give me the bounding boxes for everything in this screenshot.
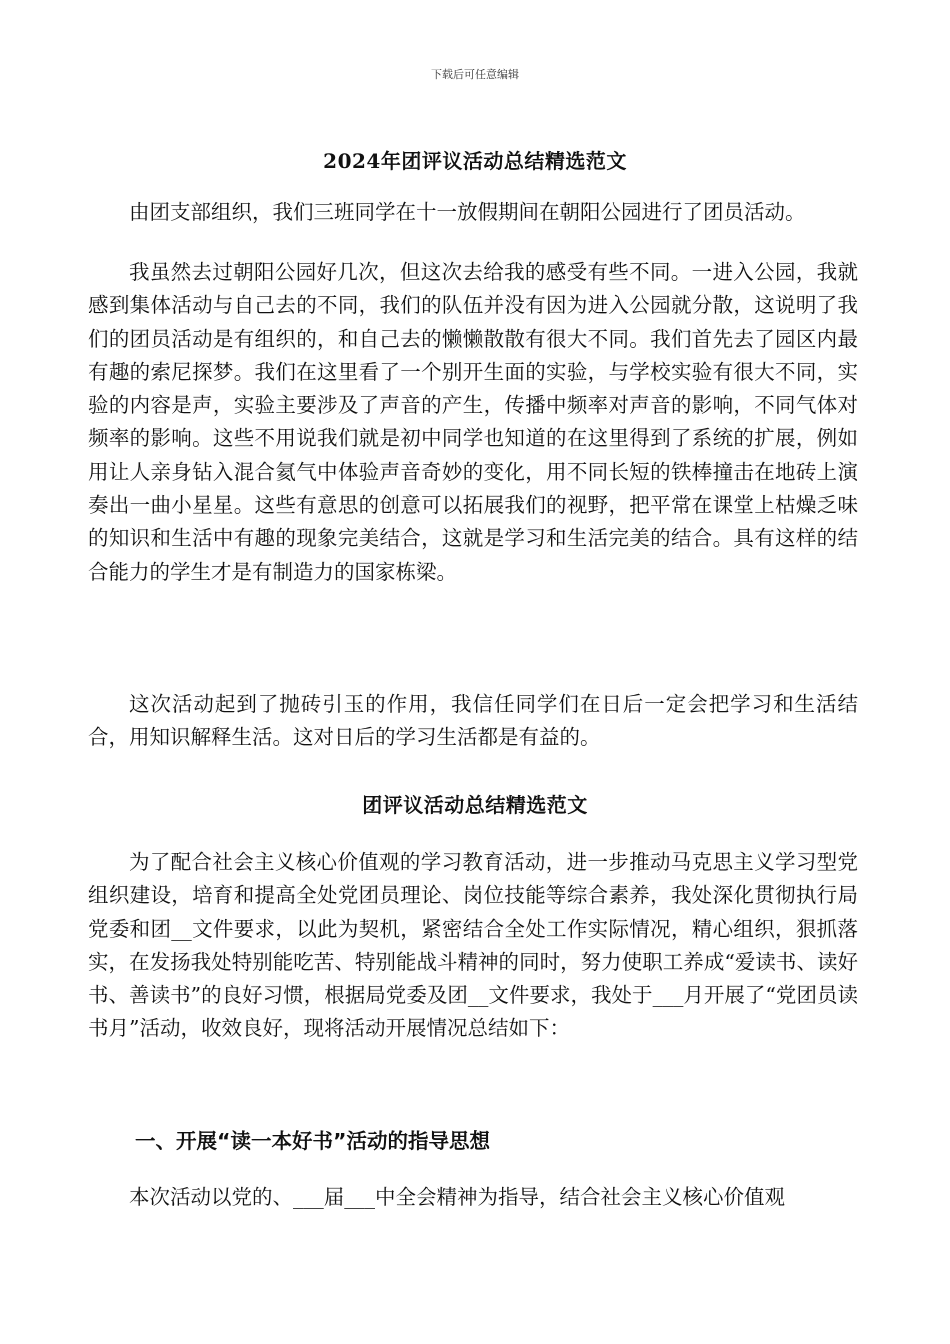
section-heading: 一、开展“读一本好书”活动的指导思想 [135,1129,490,1153]
section-paragraph: 本次活动以党的、___届___中全会精神为指导，结合社会主义核心价值观 [129,1185,785,1209]
document-subtitle: 团评议活动总结精选范文 [362,793,588,817]
document-title: 2024年团评议活动总结精选范文 [323,149,627,173]
header-note: 下载后可任意编辑 [431,68,519,81]
paragraph-1: 由团支部组织，我们三班同学在十一放假期间在朝阳公园进行了团员活动。 [129,200,806,224]
intro-paragraph: 为了配合社会主义核心价值观的学习教育活动，进一步推动马克思主义学习型党组织建设，培育和提高全处党团员理论、岗位技能等综合素养，我处深化贯彻执行局党委和团__文件要求，以此为契机，紧密结合全处工作实际情况，精心组织，狠抓落实，在发扬我处特别能吃苦、特别能战斗精神的同时，努力使职工养成“爱读书、读好书、善读书”的良好习惯，根据局党委及团__文件要求，我处于___月开展了“党团员读书月”活动，收效良好，现将活动开展情况总结如下： [88,850,858,1041]
paragraph-3: 这次活动起到了抛砖引玉的作用，我信任同学们在日后一定会把学习和生活结合，用知识解释生活。这对日后的学习生活都是有益的。 [88,692,858,750]
paragraph-2: 我虽然去过朝阳公园好几次，但这次去给我的感受有些不同。一进入公园，我就感到集体活动与自己去的不同，我们的队伍并没有因为进入公园就分散，这说明了我们的团员活动是有组织的，和自己去的懒懒散散有很大不同。我们首先去了园区内最有趣的索尼探梦。我们在这里看了一个别开生面的实验，与学校实验有很大不同，实验的内容是声，实验主要涉及了声音的产生，传播中频率对声音的影响，不同气体对频率的影响。这些不用说我们就是初中同学也知道的在这里得到了系统的扩展，例如用让人亲身钻入混合氦气中体验声音奇妙的变化，用不同长短的铁棒撞击在地砖上演奏出一曲小星星。这些有意思的创意可以拓展我们的视野，把平常在课堂上枯燥乏味的知识和生活中有趣的现象完美结合，这就是学习和生活完美的结合。具有这样的结合能力的学生才是有制造力的国家栋梁。 [88,260,858,584]
